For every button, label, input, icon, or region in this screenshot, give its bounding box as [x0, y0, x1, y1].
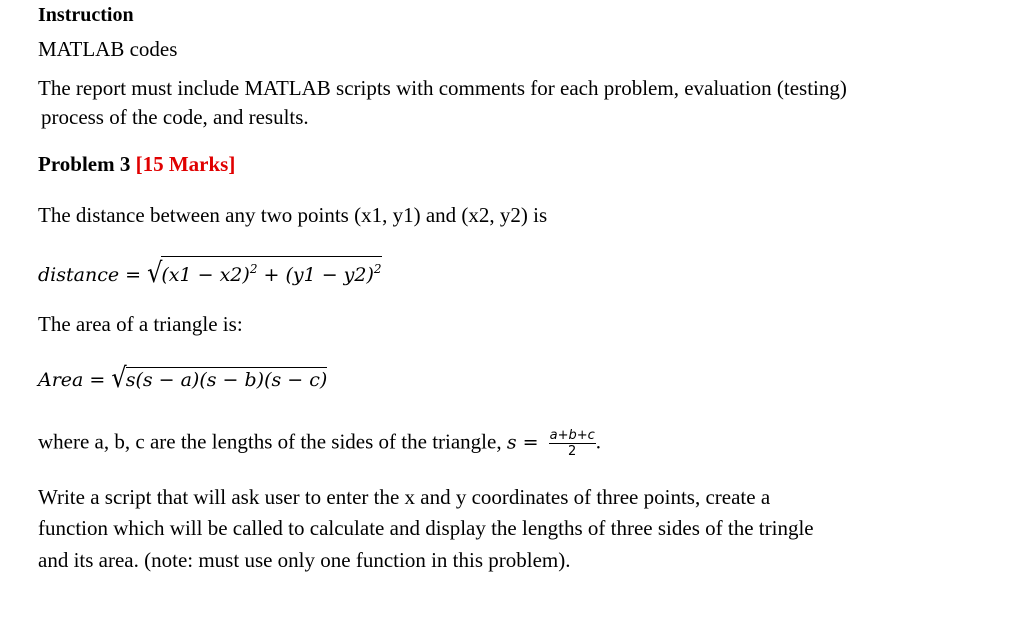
area-lhs: Area: [38, 369, 84, 391]
task-line-1: Write a script that will ask user to enter the x and y coordinates of three points, create a: [38, 485, 771, 509]
subheading: MATLAB codes: [38, 37, 178, 61]
term-x: (x1 − x2): [161, 264, 250, 286]
denominator: 2: [568, 444, 577, 459]
s-fraction: [549, 428, 596, 459]
equals: =: [516, 431, 545, 454]
where-line: [38, 428, 601, 459]
exp-1: 2: [249, 262, 258, 276]
term-y: + (y1 − y2): [257, 264, 374, 286]
distance-intro: The distance between any two points (x1, y1) and (x2, y2) is: [38, 203, 548, 227]
where-text: where a, b, c are the lengths of the sides of the triangle,: [38, 429, 507, 454]
area-formula: [38, 361, 328, 395]
sqrt-icon: √: [111, 361, 127, 395]
area-radicand: s(s − a)(s − b)(s − c): [125, 369, 328, 391]
sqrt-icon: √: [147, 256, 163, 290]
problem-title: [38, 152, 235, 176]
report-line-1: The report must include MATLAB scripts with comments for each problem, evaluation (testing): [38, 76, 847, 100]
exp-2: 2: [373, 262, 382, 276]
heading: Instruction: [38, 4, 134, 26]
period: .: [595, 429, 602, 454]
problem-marks: [15 Marks]: [135, 152, 236, 176]
numerator: a+b+c: [549, 428, 595, 443]
area-intro: The area of a triangle is:: [38, 312, 243, 336]
report-line-2: process of the code, and results.: [41, 105, 309, 129]
problem-label: Problem 3: [38, 152, 131, 176]
task-line-2: function which will be called to calculate and display the lengths of three sides of the tringle: [38, 516, 814, 540]
distance-lhs: distance: [38, 264, 120, 286]
equals: =: [119, 264, 148, 286]
s-lhs: s: [506, 431, 517, 454]
task-line-3: and its area. (note: must use only one function in this problem).: [38, 548, 571, 572]
equals: =: [83, 369, 112, 391]
distance-formula: [38, 256, 382, 290]
distance-radicand: [161, 256, 381, 286]
